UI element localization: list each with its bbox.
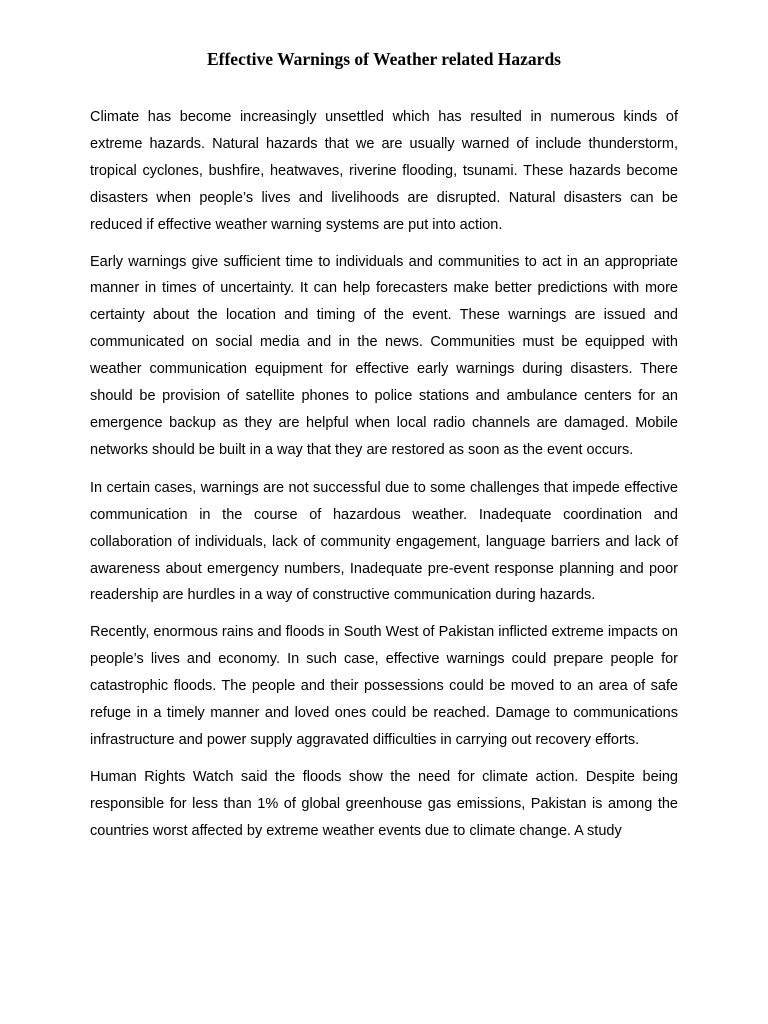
paragraph-pakistan-floods: Recently, enormous rains and floods in South West of Pakistan inflicted extreme impacts on people’s lives and economy. In such case, effective warnings could prepare people for catastrophic floods. The people and their possessions could be moved to an area of safe refuge in a timely manner and loved ones could be reached. Damage to communications infrastructure and power supply aggravated difficulties in carrying out recovery efforts. — [90, 624, 678, 748]
paragraph-early-warnings: Early warnings give sufficient time to individuals and communities to act in an appropriate manner in times of uncertainty. It can help forecasters make better predictions with more certainty about the location and timing of the event. These warnings are issued and communicated on social media and in the news. Communities must be equipped with weather communication equipment for effective early warnings during disasters. There should be provision of satellite phones to police stations and ambulance centers for an emergence backup as they are helpful when local radio channels are damaged. Mobile networks should be built in a way that they are restored as soon as the event occurs. — [90, 253, 678, 458]
document-body — [90, 104, 678, 845]
paragraph-climate-action: Human Rights Watch said the floods show the need for climate action. Despite being responsible for less than 1% of global greenhouse gas emissions, Pakistan is among the countries worst affected by extreme weather events due to climate change. A study — [90, 768, 678, 839]
paragraph-climate-hazards: Climate has become increasingly unsettled which has resulted in numerous kinds of extreme hazards. Natural hazards that we are usually warned of include thunderstorm, tropical cyclones, bushfire, heatwaves, riverine flooding, tsunami. These hazards become disasters when people’s lives and livelihoods are disrupted. Natural disasters can be reduced if effective weather warning systems are put into action. — [90, 109, 678, 233]
paragraph-warning-challenges: In certain cases, warnings are not successful due to some challenges that impede effective communication in the course of hazardous weather. Inadequate coordination and collaboration of individuals, lack of community engagement, language barriers and lack of awareness about emergency numbers, Inadequate pre-event response planning and poor readership are hurdles in a way of constructive communication during hazards. — [90, 479, 678, 604]
document-title: Effective Warnings of Weather related Hazards — [206, 49, 561, 69]
